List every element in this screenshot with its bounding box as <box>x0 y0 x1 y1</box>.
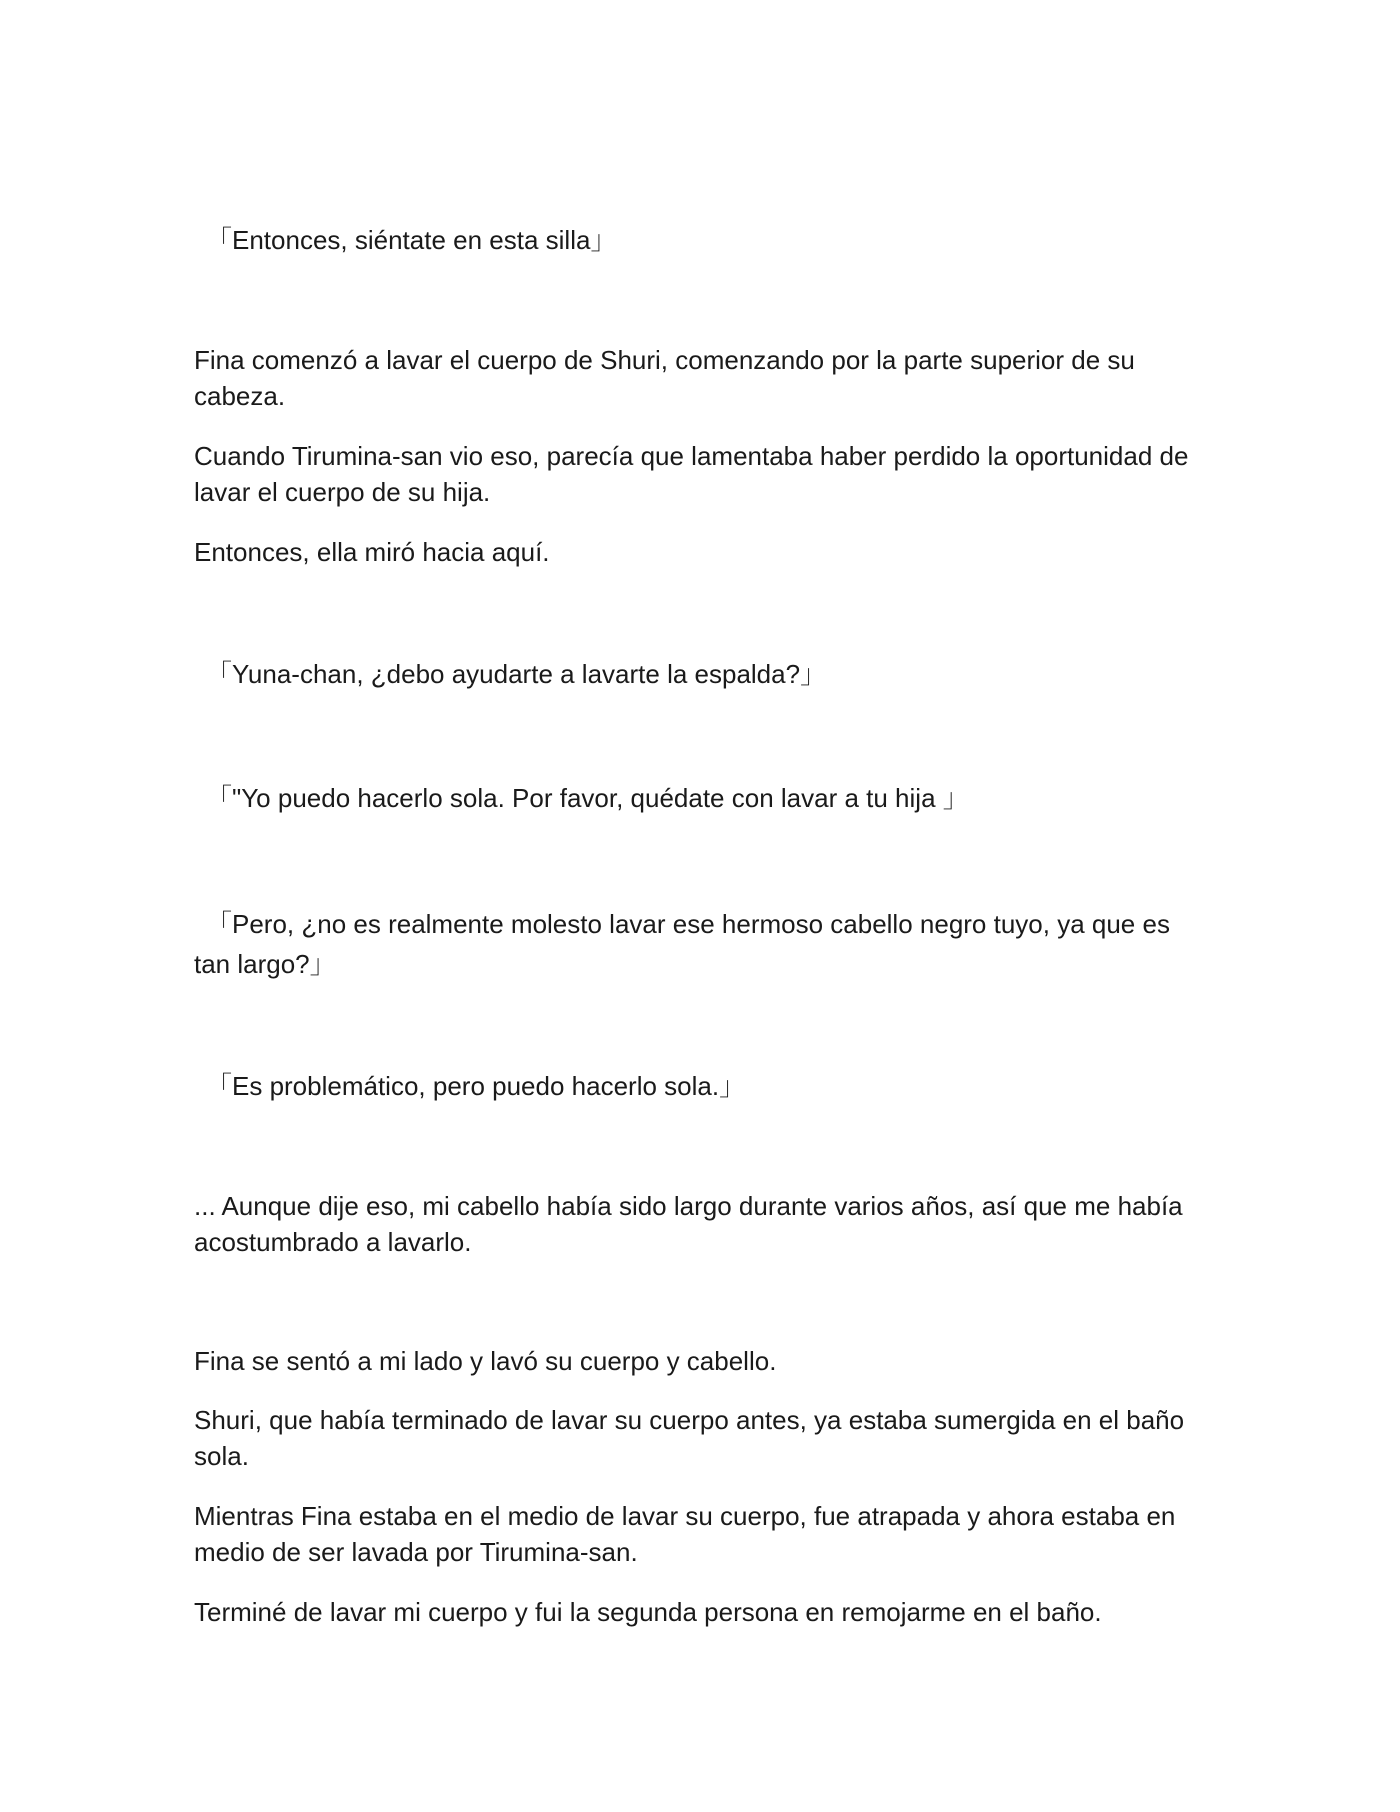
narration-paragraph: Shuri, que había terminado de lavar su cuerpo antes, ya estaba sumergida en el baño sola. <box>194 1405 1185 1471</box>
narration-paragraph: Fina se sentó a mi lado y lavó su cuerpo y cabello. <box>194 1346 777 1376</box>
dialogue-line: 「Entonces, siéntate en esta silla」 <box>206 225 617 255</box>
dialogue-line: 「Es problemático, pero puedo hacerlo sola.」 <box>206 1071 746 1101</box>
dialogue-line: 「Yuna-chan, ¿debo ayudarte a lavarte la espalda?」 <box>206 659 827 689</box>
narration-paragraph: Cuando Tirumina-san vio eso, parecía que lamentaba haber perdido la oportunidad de lavar el cuerpo de su hija. <box>194 441 1189 507</box>
dialogue-line: 「Pero, ¿no es realmente molesto lavar ese hermoso cabello negro tuyo, ya que es tan largo?」 <box>194 909 1170 979</box>
narration-paragraph: ... Aunque dije eso, mi cabello había sido largo durante varios años, así que me había acostumbrado a lavarlo. <box>194 1191 1183 1257</box>
narration-paragraph: Entonces, ella miró hacia aquí. <box>194 537 550 567</box>
narration-paragraph: Fina comenzó a lavar el cuerpo de Shuri, comenzando por la parte superior de su cabeza. <box>194 345 1135 411</box>
narration-paragraph: Terminé de lavar mi cuerpo y fui la segunda persona en remojarme en el baño. <box>194 1597 1102 1627</box>
narration-paragraph: Mientras Fina estaba en el medio de lavar su cuerpo, fue atrapada y ahora estaba en medio de ser lavada por Tirumina-san. <box>194 1501 1176 1567</box>
dialogue-line: 「"Yo puedo hacerlo sola. Por favor, quédate con lavar a tu hija 」 <box>206 783 969 813</box>
